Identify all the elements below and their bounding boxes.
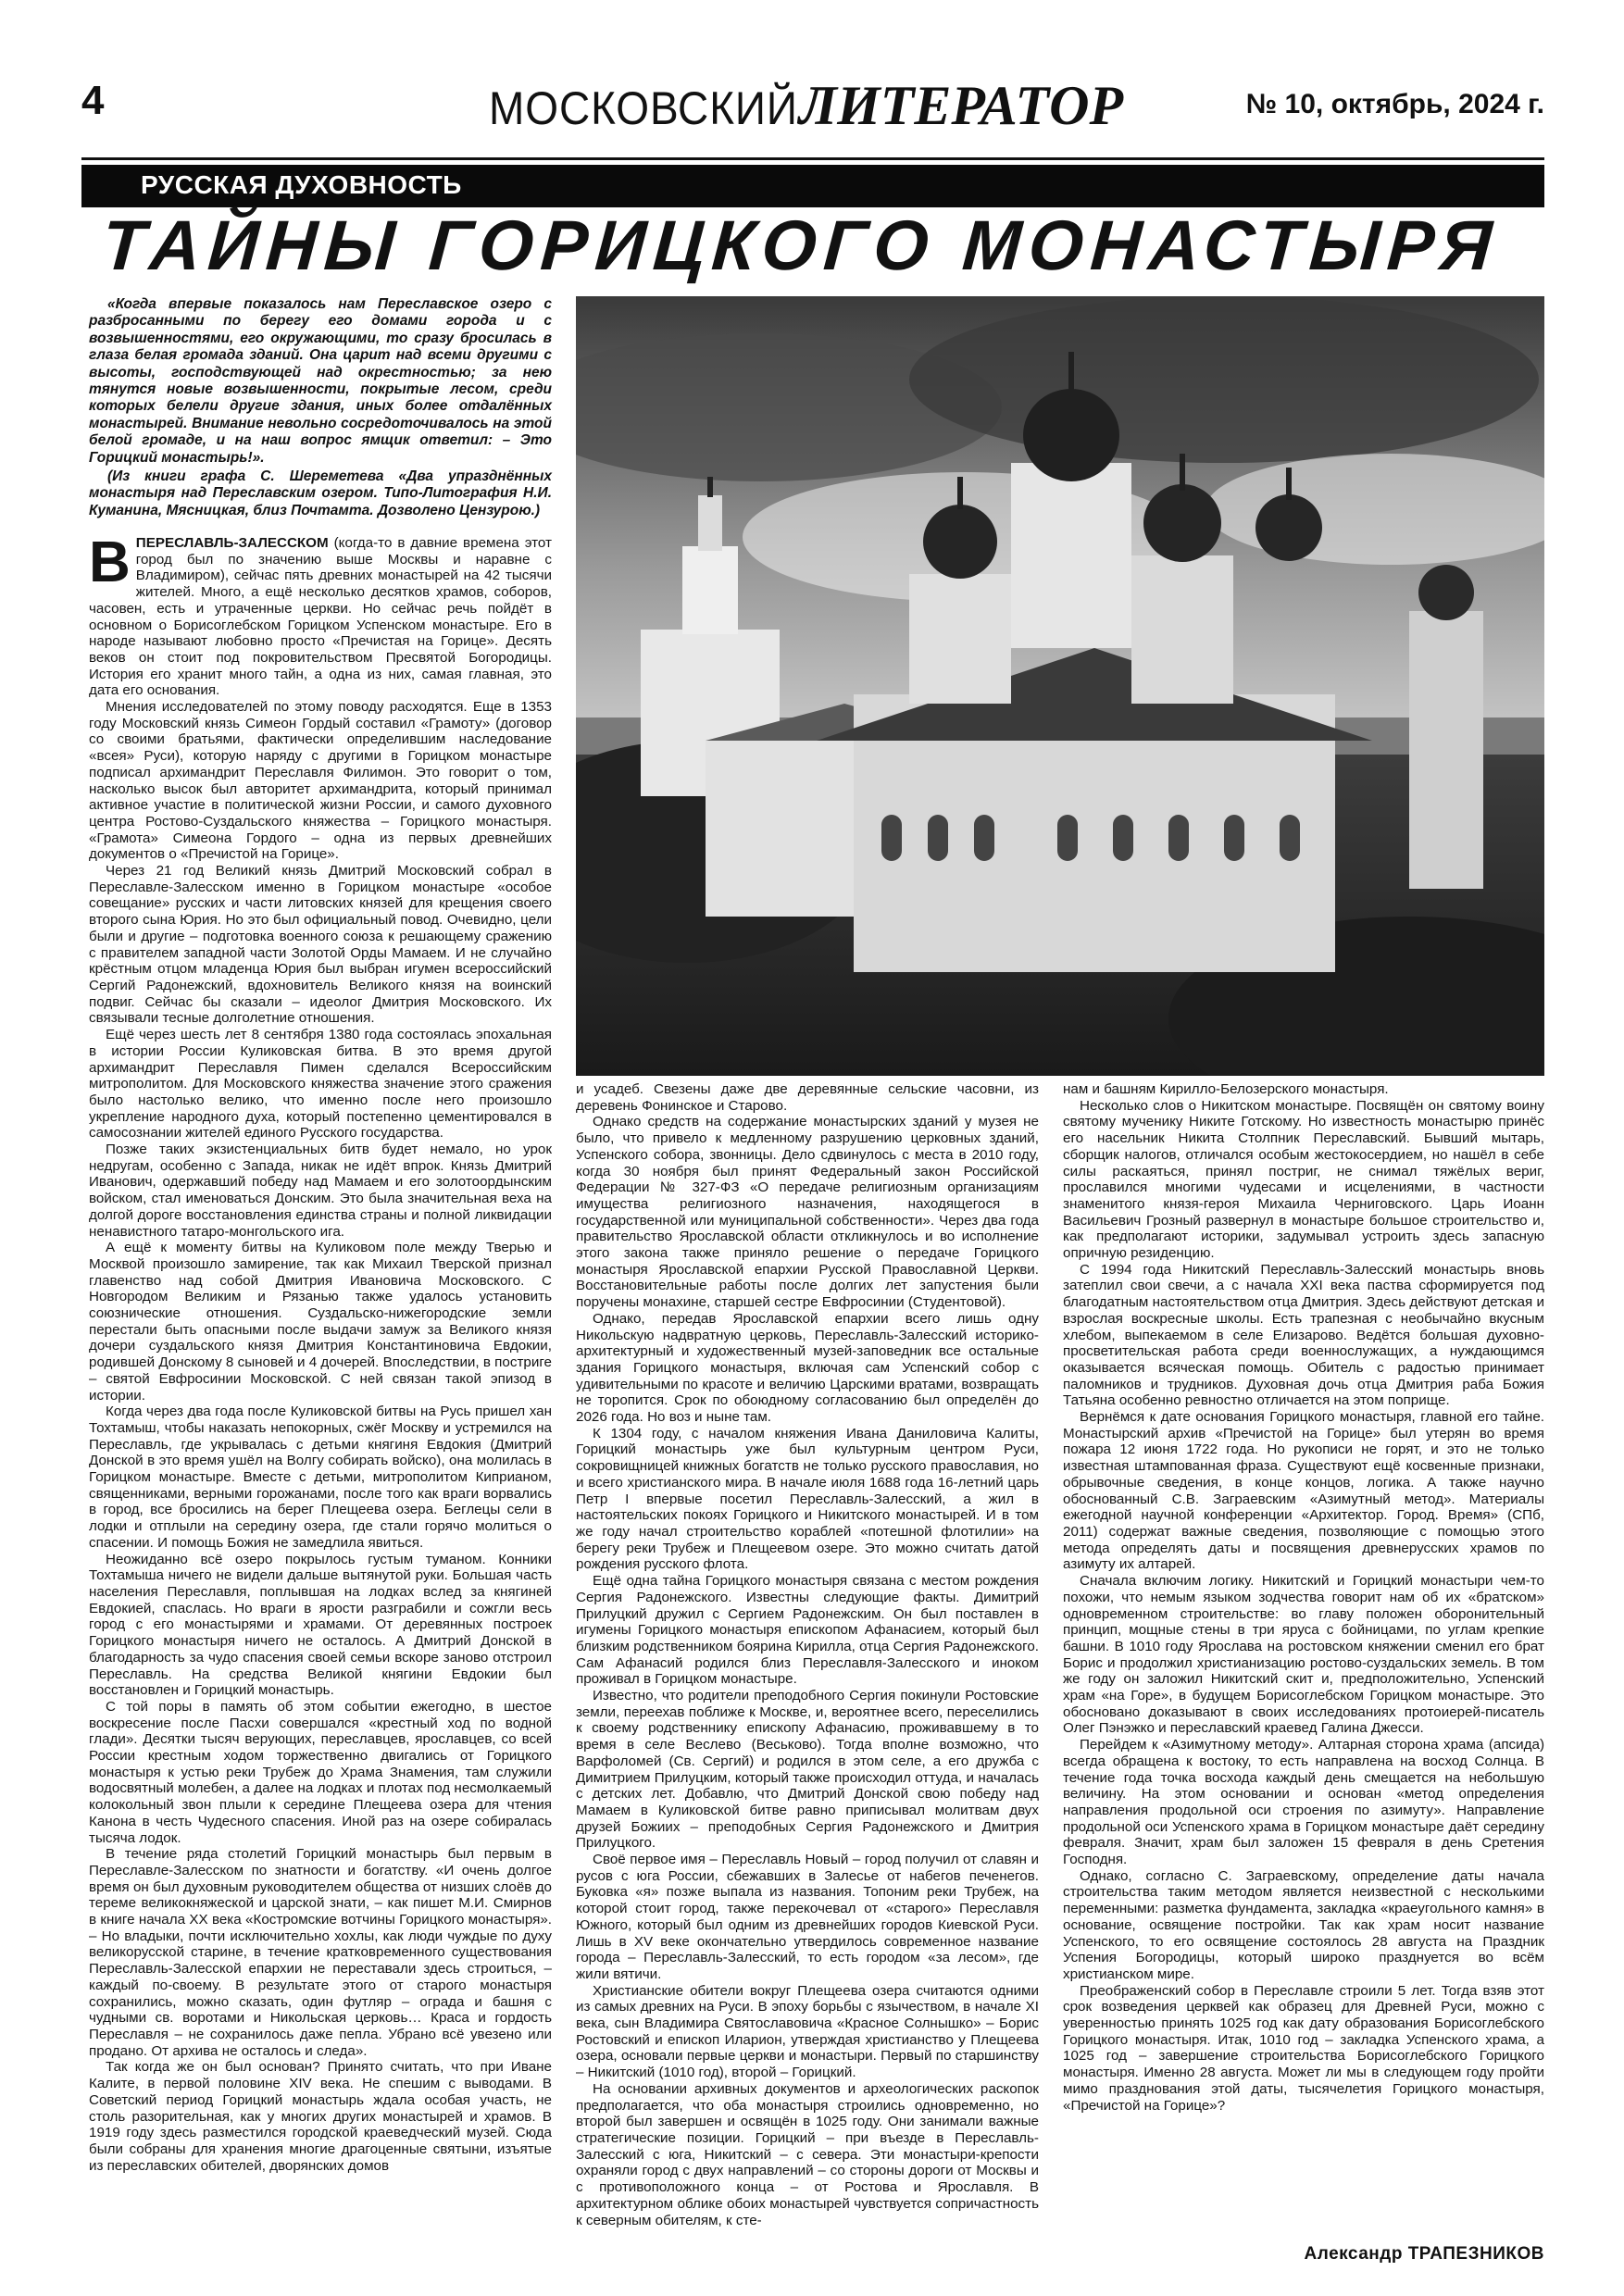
paragraph: Неожиданно всё озеро покрылось густым туманом. Конники Тохтамыша ничего не видели дальше вытянутой руки. Большая часть населения Переславля, поплывшая на лодках вслед за княгиней Евдокией, спаслась. Но враги в ярости разграбили и сожгли весь город с его монастырями и храмами. От деревянных построек Горицкого монастыря ничего не осталось. А Дмитрий Донской в благодарность за чудо спасения своей семьи вскоре заново отстроил Переславль. На средства Великой княгини Евдокии был восстановлен и Горицкий монастырь. (89, 1551, 552, 1699)
section-title: РУССКАЯ ДУХОВНОСТЬ (141, 170, 462, 199)
paragraph: Однако средств на содержание монастырских зданий у музея не было, что привело к медленному разрушению церковных зданий, Успенского собора, звонницы. Дело сдвинулось с места в 2010 году, когда 30 ноября был принят Федеральный закон Российской Федерации № 327-ФЗ «О передаче религиозным организациям имущества религиозного назначения, находящегося в государственной или муниципальной собственности». Через два года правительство Ярославской области откликнулось и во исполнение этого закона также приняло решение о передаче Горицкого монастыря Ярославской епархии Русской Православной Церкви. Восстановительные работы после долгих лет запустения были поручены монахине, старшей сестре Евфросинии (Студентовой). (576, 1114, 1039, 1311)
masthead (81, 74, 1544, 157)
paragraph: Ещё через шесть лет 8 сентября 1380 года состоялась эпохальная в истории России Куликовская битва. В это время другой архимандрит Переславля Пимен сделался Всероссийским митрополитом. Для Московского княжества значение этого сражения было настолько велико, что именно после него произошло укрепление народного духа, который постепенно цементировался в самосознании жителей единого Русского государства. (89, 1027, 552, 1142)
epigraph (89, 296, 552, 519)
drop-cap: В (89, 535, 131, 594)
paragraph: Ещё одна тайна Горицкого монастыря связана с местом рождения Сергия Радонежского. Известны следующие факты. Димитрий Прилуцкий дружил с Сергием Радонежским. Он был поставлен в игумены Горицкого монастыря епископом Афанасием, который был близким родственником боярина Кирилла, отца Сергия Радонежского. Сам Афанасий родился близ Переславля-Залесского и иноком проживал в Горицком монастыре. (576, 1573, 1039, 1688)
issue-date: № 10, октябрь, 2024 г. (1245, 89, 1544, 119)
paragraph: Своё первое имя – Переславль Новый – город получил от славян и русов с юга России, сбежавших в Залесье от набегов печенегов. Буковка «я» позже выпала из названия. Топоним реки Трубеж, на которой стоит город, также перекочевал от «старого» Переславля Южного, который был одним из древнейших городов Киевской Руси. Лишь в XV веке окончательно утвердилось современное название города – Переславль-Залесский, то есть городом «за лесом», где жили вятичи. (576, 1852, 1039, 1982)
paragraph: (когда-то в давние времена этот город был по значению выше Москвы и наравне с Владимиром), сейчас пять древних монастырей на 42 тысячи жителей. Много, а ещё несколько десятков храмов, соборов, часовен, есть и утраченные церкви. Но сейчас речь пойдёт в основном о Борисоглебском Горицком Успенском монастыре. Его в народе называют любовно просто «Пречистая на Горице». Десять веков он стоит под покровительством Пресвятой Богородицы. История его хранит много тайн, а одна из них, самая главная, это дата его основания. (89, 535, 552, 699)
lead-in: ПЕРЕСЛАВЛЬ-ЗАЛЕССКОМ (135, 535, 329, 551)
newspaper-name-part2: ЛИТЕРАТОР (798, 75, 1124, 136)
article-column-1 (89, 535, 552, 2240)
paragraph: Перейдем к «Азимутному методу». Алтарная сторона храма (апсида) всегда обращена к востоку, то есть направлена на восход Солнца. В течение года точка восхода каждый день смещается на небольшую величину. На этом основании и основан «метод определения направления продольной оси строения по азимуту». Направление продольной оси Успенского храма в Горицком монастыре даёт середину февраля. Значит, храм был заложен 15 февраля в день Сретения Господня. (1063, 1737, 1544, 1868)
headline: ТАЙНЫ ГОРИЦКОГО МОНАСТЫРЯ (99, 206, 1502, 285)
newspaper-name-part1: МОСКОВСКИЙ (489, 82, 798, 134)
article-column-2 (576, 1081, 1039, 2244)
paragraph: Так когда же он был основан? Принято считать, что при Иване Калите, в первой половине XIV века. Не спешим с выводами. В Советский период Горицкий монастырь ждала особая участь, не столь разорительная, как у многих других монастырей и храмов. В 1919 году здесь разместился городской краеведческий музей. Сюда были собраны для хранения многие драгоценные святыни, изъятые из переславских обителей, дворянских домов (89, 2059, 552, 2174)
paragraph: и усадеб. Свезены даже две деревянные сельские часовни, из деревень Фонинское и Старово. (576, 1081, 1039, 1114)
page-number: 4 (81, 78, 105, 123)
newspaper-logo (489, 74, 1257, 157)
paragraph: нам и башням Кирилло-Белозерского монастыря. (1063, 1081, 1389, 1097)
epigraph-quote: «Когда впервые показалось нам Переславское озеро с разбросанными по берегу его домами города и с возвышенностями, его окружающими, то сразу бросилась в глаза белая громада зданий. Она царит над всеми другими с высоты, господствующей над окрестностью; за нею тянутся новые возвышенности, покрытые лесом, среди которых белели другие здания, иных более отдалённых монастырей. Внимание невольно сосредоточивалось на этой белой громаде, и на наш вопрос ямщик ответил: – Это Горицкий монастырь!». (89, 296, 552, 466)
paragraph: Когда через два года после Куликовской битвы на Русь пришел хан Тохтамыш, чтобы наказать непокорных, сжёг Москву и устремился на Переславль, где укрывалась с детьми княгиня Евдокия (Дмитрий Донской в это время ушёл на Волгу собирать войско), она молилась в Горицком монастыре. Вместе с детьми, митрополитом Киприаном, священниками, верными горожанами, после того как враги ворвались в город, все бросились на берег Плещеева озера. Беглецы сели в лодки и отплыли на середину озера, где стали горячо молиться о спасении. И помощь Божия не замедлила явиться. (89, 1404, 552, 1551)
monastery-photo-icon (576, 296, 1544, 1076)
paragraph: С той поры в память об этом событии ежегодно, в шестое воскресение после Пасхи совершался «крестный ход по водной глади». Десятки тысяч верующих, переславцев, ярославцев, со всей России крестным ходом торжественно двигались от Горицкого монастыря к устью реки Трубеж до Храма Знамения, там служили водосвятный молебен, а далее на лодках и плотах под несмолкаемый колокольный звон плыли к середине Плещеева озера для чтения Канона в честь Чудесного спасения. Иной раз на озере собиралась тысяча лодок. (89, 1698, 552, 1846)
article-column-3 (1063, 1081, 1544, 2244)
paragraph: Однако, согласно С. Заграевскому, определение даты начала строительства таким методом является неизвестной с несколькими переменными: разметка фундамента, закладка «краеугольного камня» в основание, освящение постройки. Так как храм носит название Успенского, то его освящение состоялось 28 августа на Праздник Успения Богородицы, который широко празднуется во всём христианском мире. (1063, 1867, 1544, 1982)
author-byline: Александр ТРАПЕЗНИКОВ (1304, 2244, 1544, 2264)
epigraph-source: (Из книги графа С. Шереметева «Два упразднённых монастыря над Переславским озером. Типо-Литография Н.И. Куманина, Мясницкая, близ Почтамта. Дозволено Цензурою.) (89, 468, 552, 518)
paragraph: Христианские обители вокруг Плещеева озера считаются одними из самых древних на Руси. В эпоху борьбы с язычеством, в начале XI века, сын Владимира Святославовича «Красное Солнышко» – Борис Ростовский и епископ Иларион, утверждая христианство у Плещеева озера, основали первые церкви и монастыри. Первый по старшинству – Никитский (1010 год), второй – Горицкий. (576, 1982, 1039, 2081)
paragraph: Несколько слов о Никитском монастыре. Посвящён он святому воину святому мученику Никите Готскому. Но известность монастырю принёс его насельник Никита Столпник Переславский. Бывший мытарь, сборщик налогов, отличался особым жестокосердием, но нашёл в себе силы раскаяться, принял постриг, не снимал тяжёлых вериг, прославился многими чудесами и исцелениями, в частности знаменитого князя-героя Михаила Черниговского. Царь Иоанн Васильевич Грозный развернул в монастыре большое строительство и, как предполагают историки, задумывал устроить здесь запасную опричную резиденцию. (1063, 1097, 1544, 1262)
paragraph: На основании архивных документов и археологических раскопок предполагается, что оба монастыря строились одновременно, но второй был завершен и освящён в 1025 году. Они занимали важные стратегические позиции. Горицкий – при въезде в Переславль-Залесский с юга, Никитский – с севера. Эти монастыри-крепости охраняли город с двух направлений – со стороны дороги от Москвы и с противоположного конца – от Ростова и Ярославля. В архитектурном облике обоих монастырей чувствуется сопричастность к северным обителям, к сте- (576, 2080, 1039, 2228)
paragraph: А ещё к моменту битвы на Куликовом поле между Тверью и Москвой произошло замирение, так как Михаил Тверской признал главенство над собой Дмитрия Ивановича Московского. С Новгородом Великим и Рязанью также удалось установить союзнические отношения. Суздальско-нижегородские земли перестали быть опасными после выдачи замуж за Великого князя дочери суздальского князя Дмитрия Константиновича Евдокии, родившей Донскому 8 сыновей и 4 дочерей. Впоследствии, в постриге – святой Евфросинии Московской. С ней связан такой эпизод в истории. (89, 1240, 552, 1404)
monastery-photo (576, 296, 1544, 1076)
paragraph: Через 21 год Великий князь Дмитрий Московский собрал в Переславле-Залесском именно в Горицком монастыре «особое совещание» русских и части литовских князей для крещения своего второго сына Юрия. Но это был официальный повод. Очевидно, цели были и другие – подготовка военного союза к решающему сражению с правителем западной части Золотой Орды Мамаем. И не случайно крёстным отцом младенца Юрия был выбран игумен всероссийский Сергий Радонежский, вдохновитель Великого князя на воинский подвиг. Сейчас бы сказали – идеолог Дмитрия Московского. Их связывали тесные долголетние отношения. (89, 863, 552, 1027)
paragraph: Позже таких экзистенциальных битв будет немало, но урок недругам, особенно с Запада, никак не идёт впрок. Князь Дмитрий Иванович, одержавший победу над Мамаем и его золотоордынским войском, стал именоваться Донским. Это была значительная веха на долгой дороге восстановления единства страны и полной ликвидации ненавистного татаро-монгольского ига. (89, 1142, 552, 1240)
paragraph: Вернёмся к дате основания Горицкого монастыря, главной его тайне. Монастырский архив «Пречистой на Горице» был утерян во время пожара 12 июня 1722 года. Но рукописи не горят, и это не только известная штампованная фраза. Существуют ещё косвенные признаки, обрывочные сведения, в конце концов, логика. А также научно обоснованный С.В. Заграевским «Азимутный метод». Материалы ежегодной научной конференции «Архитектор. Город. Время» (СПб, 2011) содержат важные сведения, позволяющие с помощью этого метода определять даты и посвящения древнерусских храмов по азимуту их алтарей. (1063, 1409, 1544, 1573)
section-bar (81, 165, 1544, 207)
paragraph: Известно, что родители преподобного Сергия покинули Ростовские земли, переехав поближе к Москве, и, вероятнее всего, переселились к своему родственнику епископу Афанасию, проживавшему в то время в селе Веслево (Веськово). Тогда вполне возможно, что Варфоломей (Св. Сергий) и родился в этом селе, а его дружба с Димитрием Прилуцким, который также происходил оттуда, и началась с детских лет. Добавлю, что Дмитрий Донской свою победу над Мамаем в Куликовской битве равно приписывал молитвам двух друзей Божиих – преподобных Сергия Радонежского и Дмитрия Прилуцкого. (576, 1688, 1039, 1852)
paragraph: В течение ряда столетий Горицкий монастырь был первым в Переславле-Залесском по знатности и богатству. «И очень долгое время он был духовным руководителем общества от низших слоёв до тереме великокняжеской и царской знати, – как пишет М.И. Смирнов в книге начала XX века «Костромские вотчины Горицкого монастыря». – Но владыки, почти исключительно хохлы, как люди чуждые по духу великорусской старине, в течение кратковременного существования Переславль-Залесской епархии не переставали здесь строиться, – каждый по-своему. В результате этого от старого монастыря сохранились, можно сказать, один футляр – ограда и башня с чудными св. воротами и Никольская церковь… Краса и гордость Переславля – не сохранилось даже пепла. Убрано всё увезено или продано. От архива не осталось и следа». (89, 1846, 552, 2059)
masthead-divider (81, 157, 1544, 160)
paragraph: Сначала включим логику. Никитский и Горицкий монастыри чем-то похожи, что немым языком зодчества говорит нам об их «братском» одновременном строительстве: во главу положен оборонительный принцип, мощные стены в три яруса с бойницами, по углам крепкие башни. В 1010 году Ярослава на ростовском княжении сменил его брат Борис и продолжил христианизацию ростово-суздальских земель. В том же году он заложил Никитский скит и, предположительно, Успенский храм «на Горе», в будущем Борисоглебском Горицком монастыре. Это обосновано доказывают в своих исследованиях протоиерей-писатель Олег Пэнэжко и переславский краевед Галина Джесси. (1063, 1573, 1544, 1737)
paragraph: Преображенский собор в Переславле строили 5 лет. Тогда взяв этот срок возведения церквей как образец для Древней Руси, можно с уверенностью принять 1025 год как дату образования Борисоглебского Горицкого монастыря. Итак, 1010 год – закладка Успенского храма, а 1025 год – завершение строительства Борисоглебского Горицкого монастыря. Именно 28 августа. Может ли мы в следующем году пройти мимо празднования этой даты, тысячелетия Горицкого монастыря, «Пречистой на Горице»? (1063, 1982, 1544, 2114)
paragraph: Мнения исследователей по этому поводу расходятся. Еще в 1353 году Московский князь Симеон Гордый составил «Грамоту» (договор со своими братьями, фактически определившим наследование «всея» Руси), которую наряду с другими в Горицком монастыре подписал архимандрит Переславля Филимон. Это говорит о том, насколько высок был авторитет архимандрита, который принимал активное участие в политической жизни России, и самого духовного центра Ростово-Суздальского княжества – Горицкого монастыря. «Грамота» Симеона Гордого – одна из первых древнейших документов о «Пречистой на Горице». (89, 699, 552, 863)
paragraph: С 1994 года Никитский Переславль-Залесский монастырь вновь затеплил свои свечи, а с начала XXI века паства сформируется под благодатным настоятельством отца Дмитрия. Здесь действуют детская и взрослая воскресные школы. Есть трапезная с необычайно вкусным хлебом, выпекаемом в селе Елизарово. Ведётся большая духовно-просветительская работа среди военнослужащих, а нуждающимся оказывается всяческая помощь. Обитель с радостью принимает паломников и трудников. Духовная дочь отца Дмитрия раба Божия Татьяна особенно ревностно отличается на этом поприще. (1063, 1261, 1544, 1409)
paragraph: Однако, передав Ярославской епархии всего лишь одну Никольскую надвратную церковь, Переславль-Залесский историко-архитектурный и художественный музей-заповедник все остальные здания Горицкого монастыря, включая сам Успенский собор с удивительными по красоте и величию Царскими вратами, возвращать не торопится. Срок по обоюдному согласованию был определён до 2026 года. Но воз и ныне там. (576, 1310, 1039, 1426)
paragraph: К 1304 году, с началом княжения Ивана Даниловича Калиты, Горицкий монастырь уже был культурным центром Руси, сокровищницей книжных богатств не только русского православия, но и всего христианского мира. В начале июля 1688 года 16-летний царь Петр I впервые посетил Переславль-Залесский, а жил в настоятельских покоях Горицкого и Никитского монастырей. И в том же году начал строительство кораблей «потешной флотилии» на берегу реки Трубеж и Плещеевом озере. Это можно считать датой рождения русского флота. (576, 1425, 1039, 1573)
